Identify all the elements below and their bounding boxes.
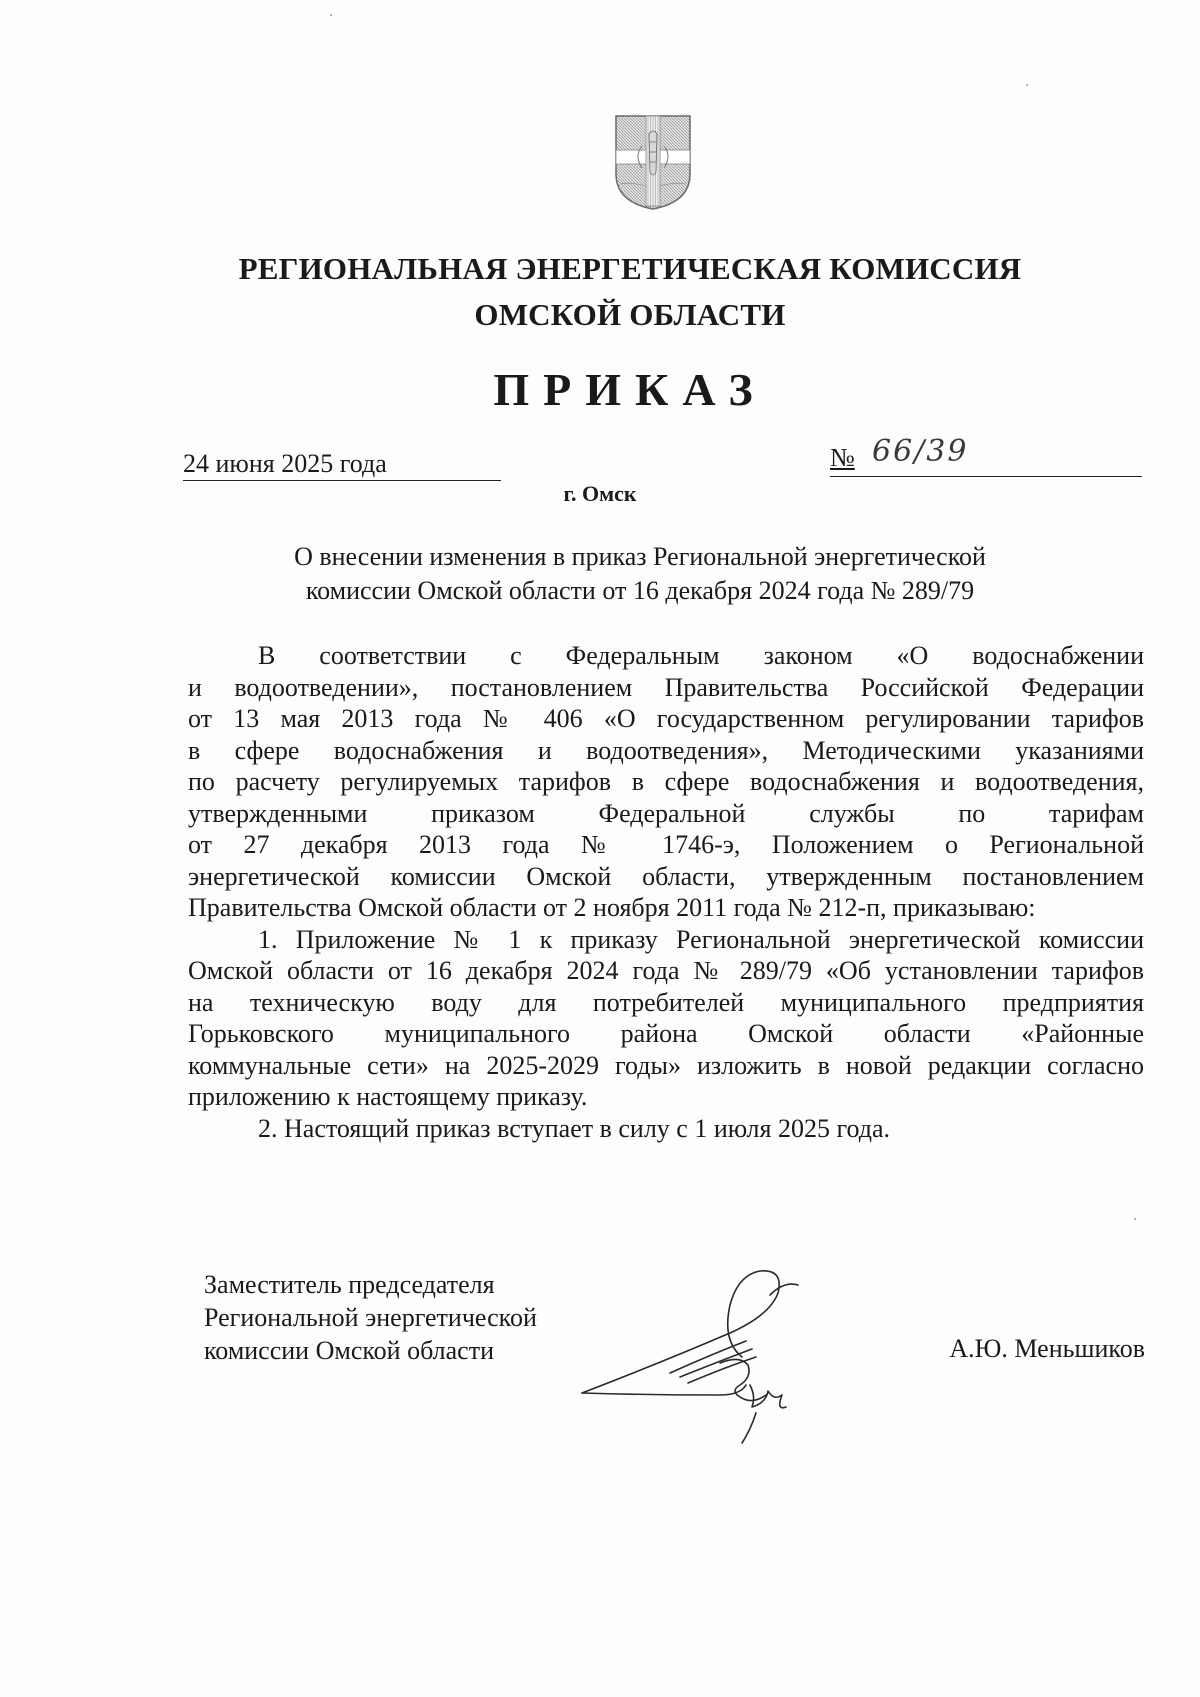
scan-speck — [1134, 1218, 1136, 1220]
body-line: от 27 декабря 2013 года № 1746-э, Положением о Региональной — [188, 830, 1144, 859]
body-line: по расчету регулируемых тарифов в сфере водоснабжения и водоотведения, — [188, 767, 1144, 796]
body-line: Правительства Омской области от 2 ноября 2011 года № 212-п, приказываю: — [188, 893, 1036, 922]
document-type-title: ПРИКАЗ — [493, 364, 767, 415]
order-item-2 — [188, 1113, 1144, 1145]
body-line: в сфере водоснабжения и водоотведения», Методическими указаниями — [188, 735, 1144, 765]
body-line: на техническую воду для потребителей муниципального предприятия — [188, 987, 1144, 1017]
preamble-paragraph — [188, 640, 1144, 924]
body-line: Омской области от 16 декабря 2024 года № 289/79 «Об установлении тарифов — [188, 956, 1144, 985]
subject-line: комиссии Омской области от 16 декабря 2024 года № 289/79 — [305, 576, 975, 605]
body-line: В соответствии с Федеральным законом «О водоснабжении — [258, 641, 1144, 670]
handwritten-signature — [570, 1245, 850, 1445]
number-sign: № — [830, 443, 855, 472]
body-line: коммунальные сети» на 2025-2029 годы» изложить в новой редакции согласно — [188, 1050, 1144, 1080]
organization-title-line2: ОМСКОЙ ОБЛАСТИ — [474, 297, 786, 332]
signatory-position — [204, 1268, 604, 1367]
signer-name: А.Ю. Меньшиков — [949, 1334, 1145, 1363]
document-date: 24 июня 2025 года — [183, 448, 501, 481]
body-line: энергетической комиссии Омской области, утвержденным постановлением — [188, 861, 1144, 891]
scan-speck — [1026, 84, 1028, 86]
body-line: 1. Приложение № 1 к приказу Региональной энергетической комиссии — [258, 924, 1144, 954]
coat-of-arms-icon — [612, 112, 694, 212]
organization-title-line1: РЕГИОНАЛЬНАЯ ЭНЕРГЕТИЧЕСКАЯ КОМИССИЯ — [238, 251, 1022, 286]
document-city: г. Омск — [563, 481, 637, 506]
body-line: приложению к настоящему приказу. — [188, 1082, 588, 1111]
body-line: и водоотведении», постановлением Правительства Российской Федерации — [188, 672, 1144, 702]
order-item-1 — [188, 924, 1144, 1113]
scan-speck — [330, 14, 332, 16]
body-line: утвержденными приказом Федеральной службы по тарифам — [188, 798, 1144, 828]
body-line: от 13 мая 2013 года № 406 «О государственном регулировании тарифов — [188, 704, 1144, 733]
body-line: Горьковского муниципального района Омской области «Районные — [188, 1019, 1144, 1048]
body-line: 2. Настоящий приказ вступает в силу с 1 июля 2025 года. — [258, 1113, 891, 1143]
position-line: Региональной энергетической — [204, 1303, 537, 1332]
position-line: Заместитель председателя — [204, 1270, 495, 1299]
document-number-field — [830, 434, 1142, 477]
subject-line: О внесении изменения в приказ Региональной энергетической — [294, 542, 986, 571]
document-number: 66/39 — [872, 434, 969, 469]
position-line: комиссии Омской области — [204, 1336, 494, 1365]
